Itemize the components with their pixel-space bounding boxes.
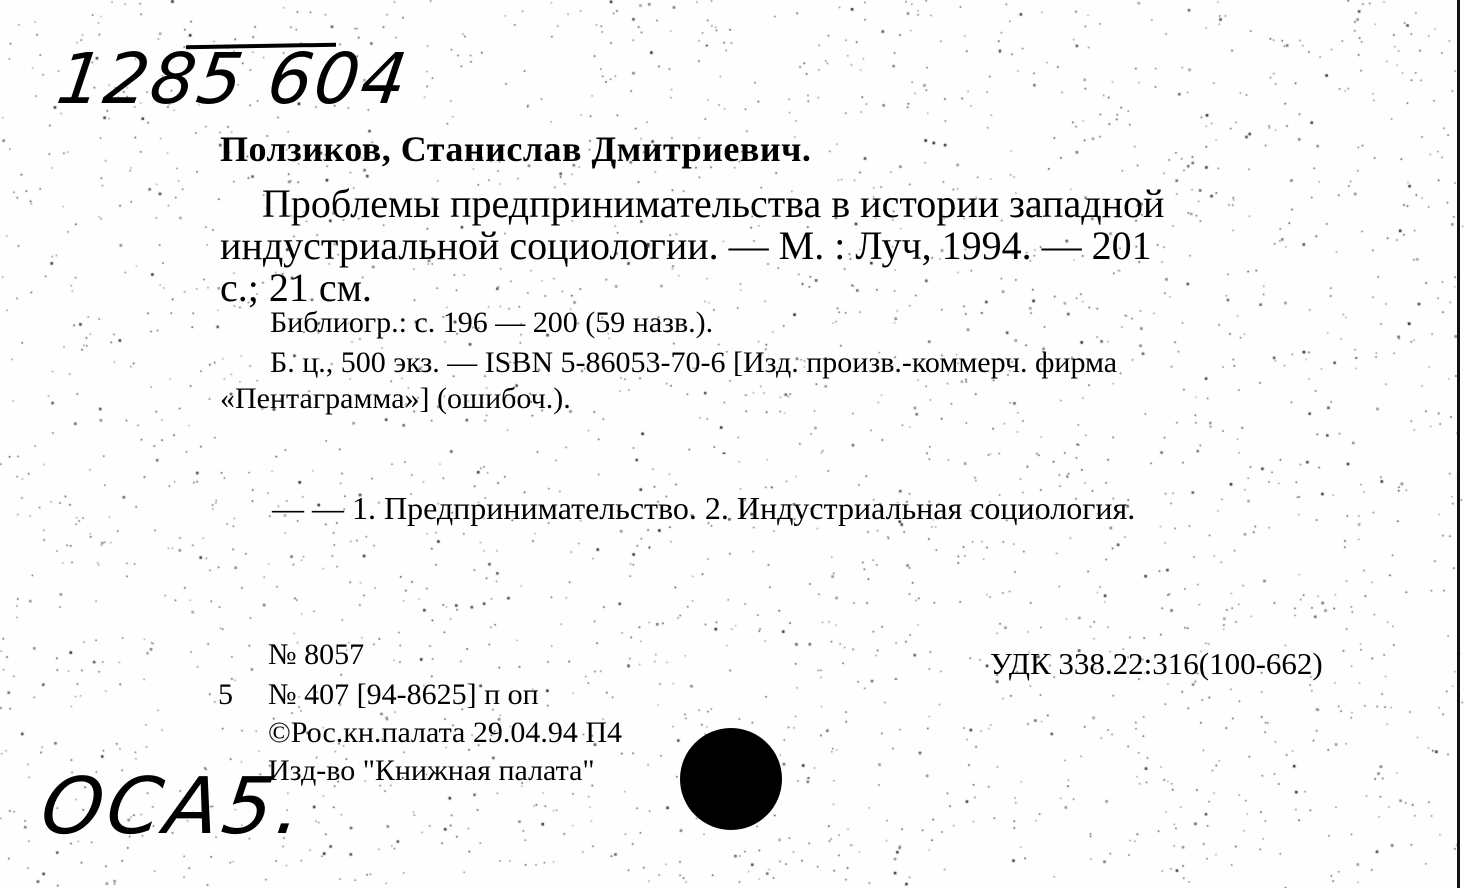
price-isbn-line-1: Б. ц., 500 экз. — ISBN 5-86053-70-6 [Изд. произв.-коммерч. фирма (270, 346, 1118, 379)
subject-headings: — — 1. Предпринимательство. 2. Индустриальная социология. (272, 490, 1136, 526)
bibliography-note: Библиогр.: с. 196 — 200 (59 назв.). (270, 306, 714, 339)
title-line-3: с.; 21 см. (220, 265, 372, 310)
udk-code: УДК 338.22:316(100-662) (990, 646, 1323, 681)
price-isbn-line-2: «Пентаграмма»] (ошибоч.). (220, 382, 571, 415)
author-heading: Ползиков, Станислав Дмитриевич. (220, 129, 812, 169)
order-number: № 407 [94-8625] п оп (268, 678, 539, 711)
accession-number: № 8057 (268, 638, 365, 671)
copyright-line: ©Рос.кн.палата 29.04.94 П4 (268, 716, 623, 749)
publisher-line: Изд-во "Книжная палата" (268, 754, 595, 787)
handwritten-shelf-mark: OCA5. (35, 762, 312, 852)
margin-mark: 5 (218, 678, 233, 711)
title-line-2: индустриальной социологии. — М. : Луч, 1994. — 201 (220, 223, 1152, 268)
card-edge (1457, 0, 1460, 888)
handwritten-call-number: 1285 604 (52, 38, 414, 120)
punch-hole (680, 728, 782, 830)
title-line-1: Проблемы предпринимательства в истории западной (262, 181, 1165, 226)
